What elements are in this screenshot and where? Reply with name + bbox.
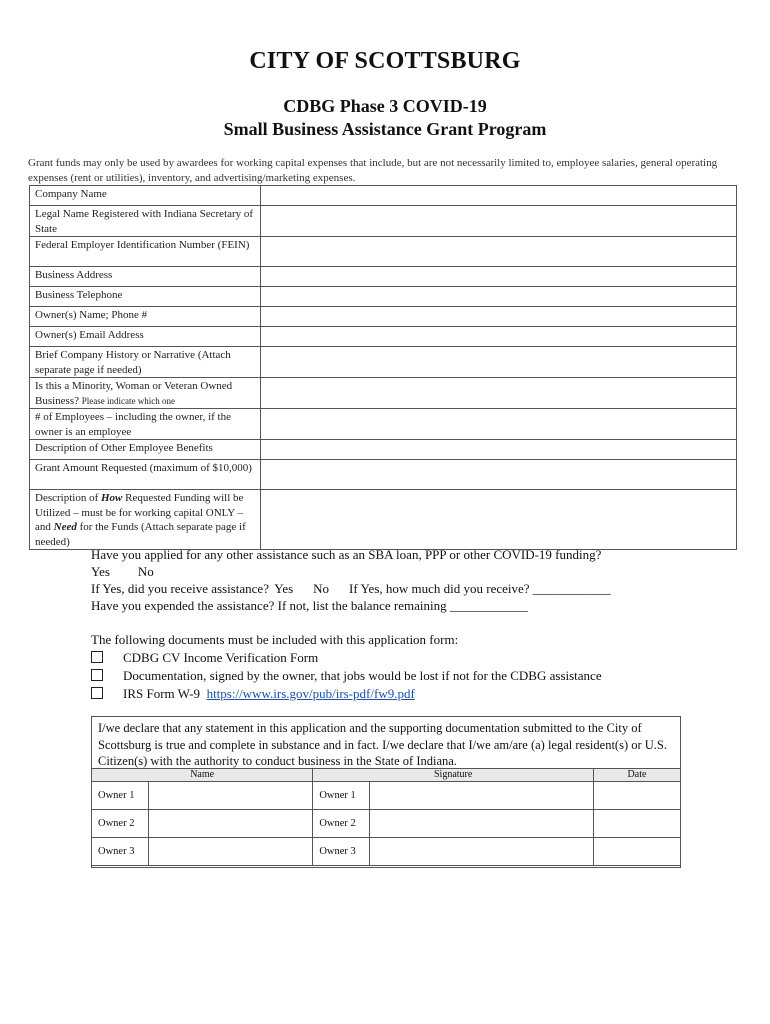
table-row: [30, 490, 737, 550]
program-name-heading: Small Business Assistance Grant Program: [223, 119, 547, 139]
list-item: [91, 686, 415, 702]
date-column-header: Date: [594, 769, 681, 782]
table-row: [30, 307, 737, 327]
program-phase-heading: CDBG Phase 3 COVID-19: [283, 96, 487, 116]
name-column-header: Name: [92, 769, 313, 782]
signature-column-header: Signature: [313, 769, 594, 782]
answer-no[interactable]: No: [137, 564, 154, 579]
owner-email-field[interactable]: [261, 327, 737, 347]
owner-1-signature-field[interactable]: [370, 782, 594, 810]
business-telephone-field[interactable]: [261, 287, 737, 307]
table-row: [30, 347, 737, 378]
answer-yes[interactable]: Yes: [91, 564, 110, 579]
field-label-grant-amount: Grant Amount Requested (maximum of $10,000): [30, 460, 261, 490]
table-row: [30, 378, 737, 409]
field-label-legal-name: Legal Name Registered with Indiana Secretary of State: [30, 206, 261, 237]
other-assistance-question: Have you applied for any other assistance such as an SBA loan, PPP or other COVID-19 funding?: [91, 547, 602, 562]
legal-name-field[interactable]: [261, 206, 737, 237]
funding-use-text-1: Description of: [35, 492, 101, 504]
received-assistance-line: [91, 580, 611, 597]
field-label-employees: # of Employees – including the owner, if the owner is an employee: [30, 409, 261, 440]
amount-received-question[interactable]: If Yes, how much did you receive? ____________: [349, 581, 611, 596]
received-answer-no[interactable]: No: [313, 581, 330, 596]
doc-income-verification: CDBG CV Income Verification Form: [123, 650, 319, 665]
signature-header-row: [92, 769, 681, 782]
field-label-fein: Federal Employer Identification Number (FEIN): [30, 237, 261, 267]
field-label-funding-use: [30, 490, 261, 550]
field-label-owner-email: Owner(s) Email Address: [30, 327, 261, 347]
table-row: [30, 186, 737, 206]
business-address-field[interactable]: [261, 267, 737, 287]
table-row: [30, 267, 737, 287]
funding-use-text-2: Requested Funding will be Utilized – must be for working capital ONLY – and: [35, 492, 244, 533]
table-row: [92, 782, 681, 810]
required-documents-intro: The following documents must be included with this application form:: [91, 632, 459, 647]
employees-field[interactable]: [261, 409, 737, 440]
owner-2-signature-field[interactable]: [370, 810, 594, 838]
owner-3-signature-field[interactable]: [370, 838, 594, 866]
employee-benefits-field[interactable]: [261, 440, 737, 460]
table-row: [30, 287, 737, 307]
table-row: [30, 206, 737, 237]
field-label-company-history: Brief Company History or Narrative (Attach separate page if needed): [30, 347, 261, 378]
minority-owned-field[interactable]: [261, 378, 737, 409]
doc-jobs-documentation: Documentation, signed by the owner, that jobs would be lost if not for the CDBG assistance: [123, 668, 602, 683]
checkbox-income-verification[interactable]: [91, 651, 103, 663]
owner-name-label: Owner 1: [92, 782, 149, 810]
received-answer-yes[interactable]: Yes: [274, 581, 294, 596]
signature-table: [91, 768, 681, 866]
list-item: [91, 650, 318, 666]
checkbox-jobs-documentation[interactable]: [91, 669, 103, 681]
doc-irs-w9: IRS Form W-9: [123, 686, 201, 701]
owner-signature-label: Owner 1: [313, 782, 370, 810]
grant-amount-field[interactable]: [261, 460, 737, 490]
owner-name-phone-field[interactable]: [261, 307, 737, 327]
owner-3-date-field[interactable]: [594, 838, 681, 866]
owner-signature-label: Owner 2: [313, 810, 370, 838]
owner-name-label: Owner 2: [92, 810, 149, 838]
field-label-company-name: Company Name: [30, 186, 261, 206]
intro-paragraph: Grant funds may only be used by awardees for working capital expenses that include, but are not necessarily limited to, employee salaries, general operating expenses (rent or utilities), inventory, and advertising/marketing expenses.: [28, 157, 718, 184]
owner-1-date-field[interactable]: [594, 782, 681, 810]
page-title: CITY OF SCOTTSBURG: [249, 48, 521, 74]
application-info-table: [29, 185, 737, 550]
owner-2-date-field[interactable]: [594, 810, 681, 838]
table-row: [30, 237, 737, 267]
received-assistance-question: If Yes, did you receive assistance?: [91, 581, 269, 596]
table-row: [30, 440, 737, 460]
company-history-field[interactable]: [261, 347, 737, 378]
owner-signature-label: Owner 3: [313, 838, 370, 866]
owner-3-name-field[interactable]: [149, 838, 313, 866]
funding-use-emphasis-how: How: [100, 492, 123, 504]
table-row: [30, 460, 737, 490]
declaration-text: I/we declare that any statement in this application and the supporting documentation submitted to the City of Scottsburg is true and complete in substance and in fact. I/we declare that I/we am/are (a) legal resident(s) or U.S. Citizen(s) with the authority to conduct business in the State of Indiana.: [98, 721, 668, 768]
field-label-employee-benefits: Description of Other Employee Benefits: [30, 440, 261, 460]
field-label-business-telephone: Business Telephone: [30, 287, 261, 307]
irs-w9-link[interactable]: https://www.irs.gov/pub/irs-pdf/fw9.pdf: [206, 686, 415, 701]
other-assistance-answers: [91, 563, 154, 580]
checkbox-irs-w9[interactable]: [91, 687, 103, 699]
table-row: [92, 838, 681, 866]
minority-owned-note: Please indicate which one: [81, 395, 175, 406]
field-label-business-address: Business Address: [30, 267, 261, 287]
list-item: [91, 668, 602, 684]
funding-use-text-3: for the Funds (Attach separate page if needed): [35, 521, 246, 548]
owner-name-label: Owner 3: [92, 838, 149, 866]
fein-field[interactable]: [261, 237, 737, 267]
minority-owned-question: Is this a Minority, Woman or Veteran Owned Business?: [35, 380, 233, 407]
expended-assistance-question[interactable]: Have you expended the assistance? If not, list the balance remaining ____________: [91, 598, 528, 613]
field-label-owner-name-phone: Owner(s) Name; Phone #: [30, 307, 261, 327]
table-row: [30, 409, 737, 440]
owner-1-name-field[interactable]: [149, 782, 313, 810]
company-name-field[interactable]: [261, 186, 737, 206]
field-label-minority-owned: [30, 378, 261, 409]
table-row: [30, 327, 737, 347]
funding-use-emphasis-need: Need: [53, 521, 77, 533]
table-row: [92, 810, 681, 838]
owner-2-name-field[interactable]: [149, 810, 313, 838]
funding-use-field[interactable]: [261, 490, 737, 550]
